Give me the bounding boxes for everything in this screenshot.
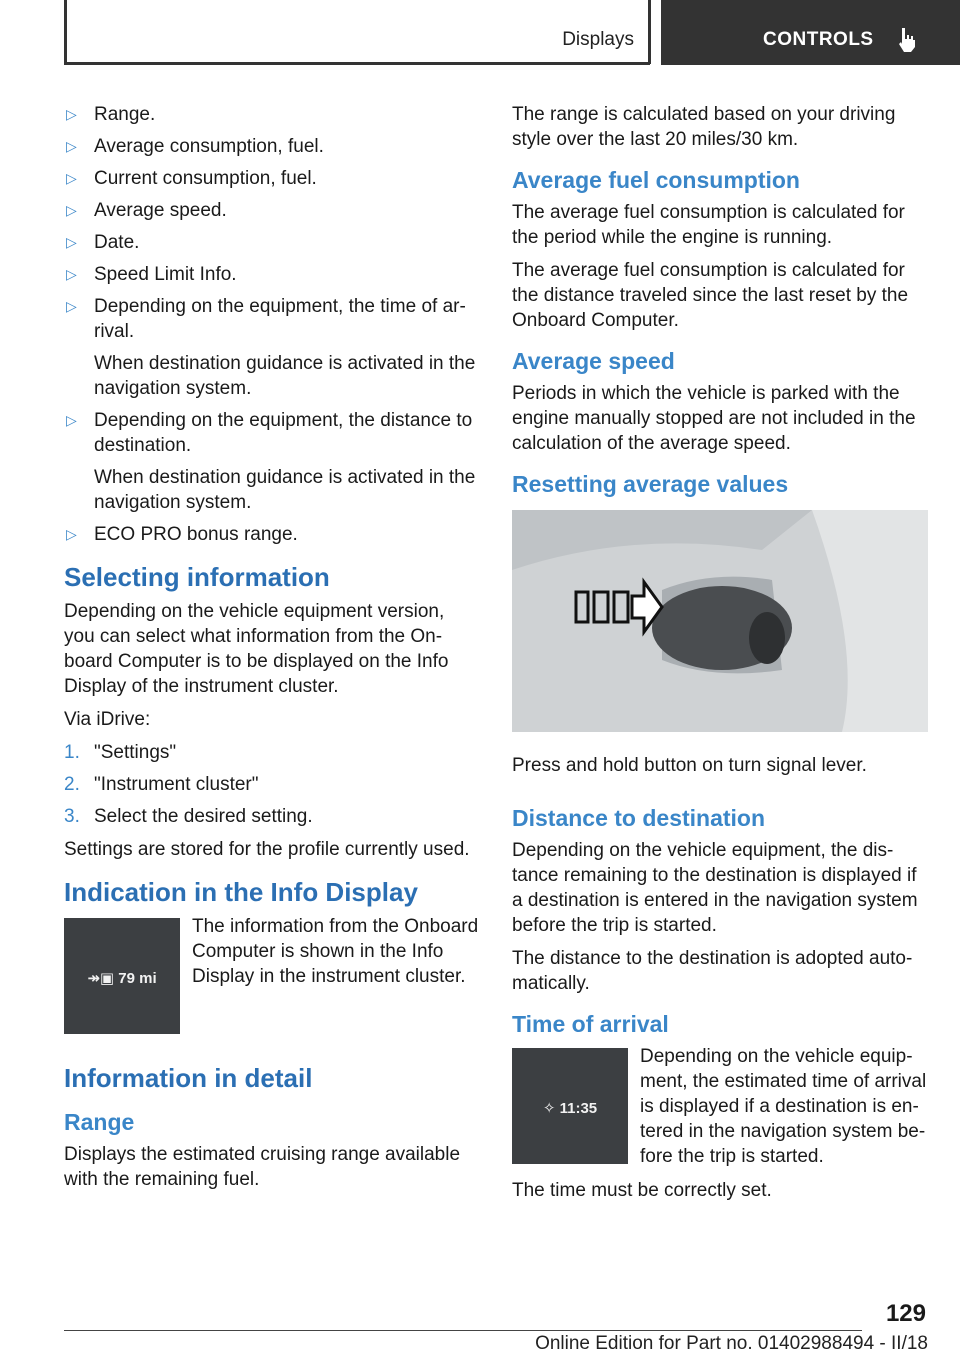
selecting-heading: Selecting information [64,562,330,592]
right-column [512,102,932,1211]
range-display-image [64,918,180,1034]
settings-stored-text: Settings are stored for the profile currently used. [64,839,470,860]
triangle-bullet-icon: ▷ [66,266,77,282]
arrival-text: Depending on the vehicle equipment, the estimated time of arrival is displayed if a destination is entered in the navigation system before the trip is started. [640,1046,927,1167]
triangle-bullet-icon: ▷ [66,106,77,122]
list-item-text: Date. [94,232,140,253]
detail-heading: Information in detail [64,1063,313,1093]
reset-heading: Resetting average values [512,471,789,497]
list-item-text: Current consumption, fuel. [94,168,317,189]
list-item [64,102,480,127]
list-item-text: Average speed. [94,200,227,221]
hand-pointer-icon [895,26,919,54]
avg-speed-heading: Average speed [512,348,675,374]
arrival-block [512,1044,932,1170]
range-continued-text: The range is calculated based on your driving style over the last 20 miles/30 km. [512,104,896,150]
arrival-heading: Time of arrival [512,1011,669,1037]
list-item-text: Average consumption, fuel. [94,136,324,157]
header-bottom-rule [64,62,650,65]
list-item-text: Depending on the equipment, the distance to destination. [94,410,473,456]
selecting-text: Depending on the vehicle equipment version, you can select what information from the Onboard Computer is to be displayed on the Info Display of the instrument cluster. [64,601,449,697]
list-item-text: Speed Limit Info. [94,264,237,285]
header-chapter-label: CONTROLS [763,29,874,50]
list-item-text: Range. [94,104,156,125]
list-item [64,262,480,287]
arrival-display-image [512,1048,628,1164]
triangle-bullet-icon: ▷ [66,138,77,154]
list-item [64,134,480,159]
indication-heading: Indication in the Info Display [64,877,418,907]
list-item [64,772,480,797]
list-item [64,522,480,547]
footer-rule [64,1330,862,1331]
steps-list [64,740,480,829]
distance-heading: Distance to destination [512,805,766,831]
via-idrive-text: Via iDrive: [64,709,151,730]
info-list [64,102,480,547]
header-separator [648,0,651,64]
avg-fuel-text-2: The average fuel consumption is calculated for the distance traveled since the last reset by the Onboard Computer. [512,260,909,331]
time-set-text: The time must be correctly set. [512,1180,772,1201]
distance-text-1: Depending on the vehicle equipment, the distance remaining to the destination is displayed if a destination is entered in the navigation system before the trip is started. [512,840,918,936]
triangle-bullet-icon: ▷ [66,412,77,428]
triangle-bullet-icon: ▷ [66,234,77,250]
range-text: Displays the estimated cruising range available with the remaining fuel. [64,1144,461,1190]
distance-text-2: The distance to the destination is adopted automatically. [512,948,913,994]
step-text: "Settings" [94,742,177,763]
list-item-note: When destination guidance is activated in the navigation system. [94,467,476,513]
indication-text: The information from the Onboard Computer is shown in the Info Display in the instrument cluster. [192,916,479,987]
list-item [64,408,480,515]
avg-fuel-text-1: The average fuel consumption is calculated for the period while the engine is running. [512,202,905,248]
list-item [64,740,480,765]
arrival-display-readout: ✧ 11:35 [542,1100,598,1117]
list-item [64,198,480,223]
triangle-bullet-icon: ▷ [66,526,77,542]
list-item [64,294,480,401]
header-chapter-tab [661,0,960,65]
reset-caption: Press and hold button on turn signal lever. [512,755,867,776]
step-text: "Instrument cluster" [94,774,259,795]
list-item-note: When destination guidance is activated in the navigation system. [94,353,476,399]
edition-footer: Online Edition for Part no. 01402988494 - II/18 [535,1333,928,1354]
list-item [64,166,480,191]
list-item [64,804,480,829]
step-number: 3. [64,806,80,827]
avg-speed-text: Periods in which the vehicle is parked with the engine manually stopped are not included in the calculation of the average speed. [512,383,916,454]
step-text: Select the desired setting. [94,806,313,827]
list-item [64,230,480,255]
avg-fuel-heading: Average fuel consumption [512,167,800,193]
range-display-readout: ↠▣ 79 mi [87,970,157,987]
triangle-bullet-icon: ▷ [66,298,77,314]
page-number: 129 [885,1300,926,1327]
turn-signal-lever-image [512,510,928,732]
list-item-text: ECO PRO bonus range. [94,524,298,545]
triangle-bullet-icon: ▷ [66,202,77,218]
step-number: 2. [64,774,80,795]
step-number: 1. [64,742,80,763]
header-left-rule [64,0,67,64]
triangle-bullet-icon: ▷ [66,170,77,186]
left-column [64,102,480,1200]
list-item-text: Depending on the equipment, the time of arrival. [94,296,466,342]
indication-block [64,914,480,1040]
range-heading: Range [64,1109,135,1135]
header-section-title: Displays [562,29,634,50]
